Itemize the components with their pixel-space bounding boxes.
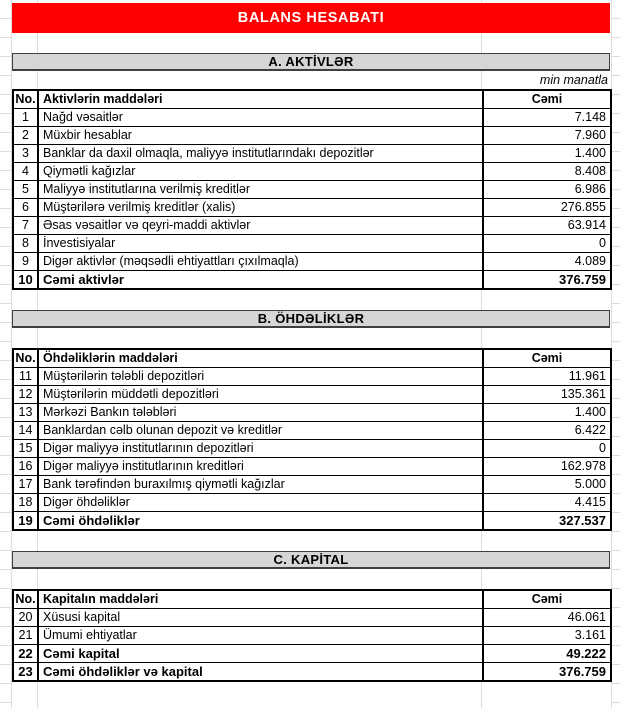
row-label-cell: Müştərilərə verilmiş kreditlər (xalis) <box>38 199 483 217</box>
section-header-capital <box>12 551 610 569</box>
row-value-cell: 0 <box>483 440 611 458</box>
row-label-cell: Cəmi öhdəliklər və kapital <box>38 663 483 682</box>
report-title-banner <box>12 3 610 33</box>
row-number-cell: 7 <box>13 217 38 235</box>
row-label-cell: Banklar da daxil olmaqla, maliyyə institutlarındakı depozitlər <box>38 145 483 163</box>
row-label-cell: Digər öhdəliklər <box>38 494 483 512</box>
row-label-cell: Xüsusi kapital <box>38 609 483 627</box>
table-row <box>13 127 611 145</box>
row-value-cell: 63.914 <box>483 217 611 235</box>
table-row <box>13 235 611 253</box>
row-value-cell: 0 <box>483 235 611 253</box>
col-no-header: No. <box>13 590 38 609</box>
liabilities-table <box>12 348 612 531</box>
row-value-cell: 49.222 <box>483 645 611 663</box>
row-label-cell: Digər aktivlər (məqsədli ehtiyattları çıxılmaqla) <box>38 253 483 271</box>
row-number-cell: 2 <box>13 127 38 145</box>
row-value-cell: 7.148 <box>483 109 611 127</box>
row-label-cell: Ümumi ehtiyatlar <box>38 627 483 645</box>
table-row <box>13 627 611 645</box>
row-label-cell: Digər maliyyə institutlarının depozitləri <box>38 440 483 458</box>
row-value-cell: 4.415 <box>483 494 611 512</box>
row-value-cell: 1.400 <box>483 404 611 422</box>
row-number-cell: 17 <box>13 476 38 494</box>
row-value-cell: 6.422 <box>483 422 611 440</box>
row-value-cell: 276.855 <box>483 199 611 217</box>
table-row <box>13 609 611 627</box>
capital-table <box>12 589 612 682</box>
table-row <box>13 422 611 440</box>
col-total-header: Cəmi <box>483 349 611 368</box>
row-number-cell: 12 <box>13 386 38 404</box>
table-row <box>13 109 611 127</box>
row-number-cell: 3 <box>13 145 38 163</box>
row-number-cell: 18 <box>13 494 38 512</box>
row-value-cell: 5.000 <box>483 476 611 494</box>
table-row <box>13 476 611 494</box>
section-header-liabilities-label: B. ÖHDƏLİKLƏR <box>257 311 365 326</box>
row-label-cell: Qiymətli kağızlar <box>38 163 483 181</box>
row-number-cell: 21 <box>13 627 38 645</box>
row-number-cell: 9 <box>13 253 38 271</box>
row-number-cell: 19 <box>13 512 38 531</box>
row-value-cell: 7.960 <box>483 127 611 145</box>
table-row <box>13 458 611 476</box>
row-number-cell: 5 <box>13 181 38 199</box>
report-title: BALANS HESABATI <box>237 10 385 26</box>
row-label-cell: Banklardan cəlb olunan depozit və kreditlər <box>38 422 483 440</box>
row-number-cell: 11 <box>13 368 38 386</box>
table-row <box>13 386 611 404</box>
row-label-cell: Maliyyə institutlarına verilmiş kreditlər <box>38 181 483 199</box>
row-label-cell: Müştərilərin tələbli depozitləri <box>38 368 483 386</box>
row-number-cell: 10 <box>13 271 38 290</box>
row-label-cell: Digər maliyyə institutlarının kreditləri <box>38 458 483 476</box>
col-items-header: Öhdəliklərin maddələri <box>38 349 483 368</box>
unit-note: min manatla <box>539 73 608 87</box>
row-value-cell: 162.978 <box>483 458 611 476</box>
col-no-header: No. <box>13 349 38 368</box>
row-value-cell: 327.537 <box>483 512 611 531</box>
table-row <box>13 253 611 271</box>
table-row <box>13 440 611 458</box>
row-value-cell: 3.161 <box>483 627 611 645</box>
row-value-cell: 6.986 <box>483 181 611 199</box>
row-number-cell: 20 <box>13 609 38 627</box>
row-label-cell: Cəmi kapital <box>38 645 483 663</box>
row-label-cell: Müştərilərin müddətli depozitləri <box>38 386 483 404</box>
row-value-cell: 135.361 <box>483 386 611 404</box>
row-number-cell: 23 <box>13 663 38 682</box>
row-label-cell: Əsas vəsaitlər və qeyri-maddi aktivlər <box>38 217 483 235</box>
row-label-cell: Bank tərəfindən buraxılmış qiymətli kağızlar <box>38 476 483 494</box>
row-number-cell: 16 <box>13 458 38 476</box>
col-total-header: Cəmi <box>483 590 611 609</box>
table-row <box>13 512 611 531</box>
row-label-cell: Cəmi öhdəliklər <box>38 512 483 531</box>
row-number-cell: 14 <box>13 422 38 440</box>
row-label-cell: İnvestisiyalar <box>38 235 483 253</box>
table-row <box>13 181 611 199</box>
assets-table <box>12 89 612 290</box>
section-header-capital-label: C. KAPİTAL <box>273 552 349 567</box>
col-total-header: Cəmi <box>483 90 611 109</box>
row-label-cell: Nağd vəsaitlər <box>38 109 483 127</box>
row-label-cell: Mərkəzi Bankın tələbləri <box>38 404 483 422</box>
row-value-cell: 4.089 <box>483 253 611 271</box>
col-items-header: Aktivlərin maddələri <box>38 90 483 109</box>
row-number-cell: 8 <box>13 235 38 253</box>
row-number-cell: 15 <box>13 440 38 458</box>
table-row <box>13 163 611 181</box>
table-row <box>13 404 611 422</box>
table-header-row <box>13 590 611 609</box>
table-row <box>13 494 611 512</box>
section-header-liabilities <box>12 310 610 328</box>
table-header-row <box>13 349 611 368</box>
row-number-cell: 6 <box>13 199 38 217</box>
table-row <box>13 199 611 217</box>
section-header-assets-label: A. AKTİVLƏR <box>268 54 354 69</box>
table-row <box>13 368 611 386</box>
table-row <box>13 145 611 163</box>
row-value-cell: 376.759 <box>483 663 611 682</box>
table-row <box>13 217 611 235</box>
row-label-cell: Cəmi aktivlər <box>38 271 483 290</box>
table-row <box>13 271 611 290</box>
row-value-cell: 8.408 <box>483 163 611 181</box>
row-value-cell: 46.061 <box>483 609 611 627</box>
row-value-cell: 11.961 <box>483 368 611 386</box>
row-number-cell: 4 <box>13 163 38 181</box>
table-header-row <box>13 90 611 109</box>
col-items-header: Kapitalın maddələri <box>38 590 483 609</box>
col-no-header: No. <box>13 90 38 109</box>
row-label-cell: Müxbir hesablar <box>38 127 483 145</box>
row-number-cell: 13 <box>13 404 38 422</box>
table-row <box>13 663 611 682</box>
row-value-cell: 376.759 <box>483 271 611 290</box>
section-header-assets <box>12 53 610 71</box>
row-number-cell: 22 <box>13 645 38 663</box>
row-number-cell: 1 <box>13 109 38 127</box>
table-row <box>13 645 611 663</box>
row-value-cell: 1.400 <box>483 145 611 163</box>
